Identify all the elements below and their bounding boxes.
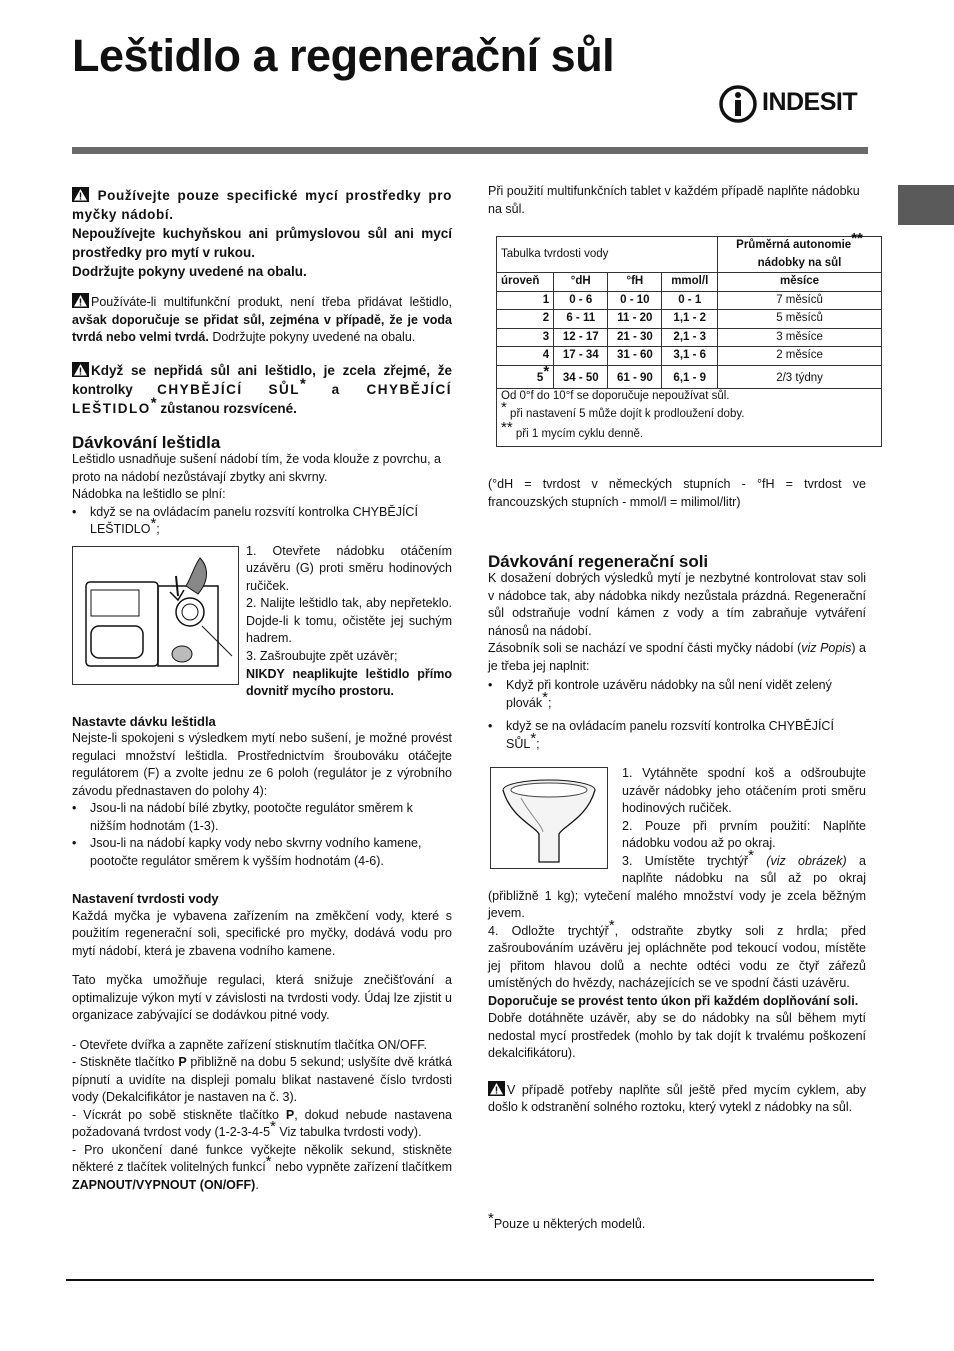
hardness-table-wrap	[496, 230, 866, 447]
asterisk: *	[265, 1152, 272, 1170]
salt-p1: K dosažení dobrých výsledků mytí je nezbytné kontrolovat stav soli v nádobce tak, aby nádobka nikdy nezůstala prázdná. Regenerační sůl odstraňuje vodní kámen z vody a tím zabraňuje vytváření nánosů na nádobí.	[488, 571, 866, 638]
page-title: Leštidlo a regenerační sůl	[72, 30, 615, 81]
hardness-p1: Každá myčka je vybavena zařízením na změkčení vody, které s použitím regenerační soli, specifické pro myčky, dodává vodu pro mytí nádobí, která je zbavena vodního kamene.	[72, 908, 452, 958]
asterisk: *	[150, 514, 157, 532]
rinse-p2: Nádobka na leštidlo se plní:	[72, 487, 226, 501]
table-header-row	[497, 273, 882, 292]
warning-3-end: zůstanou rozsvícené.	[156, 400, 297, 416]
autonomy-line1: Průměrná autonomie	[736, 239, 852, 251]
autonomy-line2: nádobky na sůl	[757, 256, 842, 269]
brand-name: INDESIT	[762, 88, 858, 116]
cell: 6 - 11	[554, 310, 608, 329]
warning-2-text: Používáte-li multifunkční produkt, není třeba přidávat leštidlo,	[91, 295, 452, 309]
salt-bullet-2-text: když se na ovládacím panelu rozsvítí kontrolka CHYBĚJÍCÍ SŮL	[506, 719, 834, 751]
cell: 34 - 50	[554, 365, 608, 388]
cell: 2 měsíce	[718, 347, 882, 366]
step-4-onoff: ZAPNOUT/VYPNOUT (ON/OFF)	[72, 1177, 256, 1192]
table-row	[497, 310, 882, 329]
hardness-step-2	[72, 1054, 452, 1107]
table-note-1: Od 0°f do 10°f se doporučuje nepoužívat sůl.	[501, 389, 730, 402]
salt-funnel-illustration	[490, 767, 608, 869]
salt-step-4	[488, 916, 866, 993]
rinse-step-2: 2. Nalijte leštidlo tak, aby nepřeteklo. Dojde-li k tomu, očistěte jej suchým hadrem.	[246, 596, 452, 646]
cell: 12 - 17	[554, 328, 608, 347]
cell	[497, 365, 554, 388]
step-4-b: nebo vypněte zařízení tlačítkem	[271, 1160, 452, 1174]
rinse-step-3: 3. Zašroubujte zpět uzávěr;	[246, 649, 398, 664]
indesit-logo-icon	[718, 84, 758, 124]
table-note-2	[501, 398, 877, 424]
note-3-text: při 1 mycím cyklu denně.	[515, 427, 644, 440]
salt-bullet-1-text: Když při kontrole uzávěru nádobky na sůl není vidět zelený plovák	[506, 678, 832, 710]
th-fh: °fH	[608, 273, 662, 292]
table-autonomy	[718, 230, 882, 273]
step-3-text: 3. Umístěte trychtýř	[622, 853, 749, 868]
hardness-heading: Nastavení tvrdosti vody	[72, 891, 219, 906]
salt-bullet-1: • Když při kontrole uzávěru nádobky na sůl není vidět zelený plovák*;	[488, 677, 866, 712]
salt-p2-link: viz Popis	[801, 641, 852, 655]
table-notes-cell	[497, 388, 882, 446]
th-months: měsíce	[718, 273, 882, 292]
asterisk: *	[543, 363, 550, 381]
cell: 2,1 - 3	[662, 328, 718, 347]
table-title: Tabulka tvrdosti vody	[497, 237, 718, 273]
footer-rule	[66, 1279, 874, 1281]
asterisk: *	[530, 729, 537, 747]
rinse-aid-dispenser-illustration	[72, 546, 239, 685]
salt-p3: Dobře dotáhněte uzávěr, aby se do nádobky na sůl během mytí nedostal mycí prostředek (mohlo by tak dojít k trvalému poškození dekalcifikátoru).	[488, 1011, 866, 1060]
salt-step-4-bold: Doporučuje se provést tento úkon při každém doplňování soli.	[488, 993, 859, 1008]
rinse-bullet-text: když se na ovládacím panelu rozsvítí kontrolka CHYBĚJÍCÍ LEŠTIDLO	[90, 504, 418, 536]
cell: 1,1 - 2	[662, 310, 718, 329]
step-3-rest: a naplňte nádobku na sůl až po okraj (přibližně 1 kg); vytečení malého množství vody je zcela běžným jevem.	[488, 853, 866, 920]
warning-3-and: a	[305, 381, 367, 397]
section-tab	[898, 185, 954, 225]
salt-steps	[488, 765, 866, 1063]
left-column	[72, 186, 452, 1194]
asterisk: *	[608, 916, 615, 934]
table-row	[497, 328, 882, 347]
cell: 3,1 - 6	[662, 347, 718, 366]
header-rule	[72, 147, 868, 154]
step-3-c: , dokud nebude nastavena požadovaná tvrdost vody (1-2-3-4-5	[72, 1107, 452, 1139]
hardness-p2: Tato myčka umožňuje regulaci, která snižuje znečišťování a optimalizuje výkon mytí v závislosti na tvrdosti vody. Údaj lze zjistit u organizace zabývající se dodávkou pitné vody.	[72, 973, 452, 1022]
rinse-steps	[246, 543, 452, 701]
cell: 17 - 34	[554, 347, 608, 366]
cell: 6,1 - 9	[662, 365, 718, 388]
asterisk: *	[150, 394, 157, 411]
step-4-text: 4. Odložte trychtýř	[488, 923, 609, 938]
asterisk: *	[270, 1117, 276, 1135]
table-row	[497, 365, 882, 388]
asterisk: *	[748, 846, 754, 864]
cell: 0 - 6	[554, 291, 608, 310]
th-level: úroveň	[497, 273, 554, 292]
cell: 61 - 90	[608, 365, 662, 388]
warning-3-rinse: CHYBĚJÍCÍ LEŠTIDLO	[72, 381, 453, 416]
brand-logo	[718, 84, 868, 124]
table-note-3	[501, 418, 877, 444]
warning-icon	[72, 187, 89, 202]
step-3-p: P	[285, 1107, 295, 1122]
dose-bullet-1: • Jsou-li na nádobí bílé zbytky, pootočte regulátor směrem k nižším hodnotám (1-3).	[72, 800, 452, 835]
warning-1	[72, 186, 452, 281]
warning-3-salt: CHYBĚJÍCÍ SŮL	[157, 381, 300, 397]
cell: 0 - 1	[662, 291, 718, 310]
warning-icon	[72, 362, 89, 377]
rinse-heading: Dávkování leštidla	[72, 432, 221, 452]
warning-2-bold: avšak doporučuje se přidat sůl, zejména v případě, že je voda tvrdá nebo velmi tvrdá.	[72, 312, 452, 344]
right-column	[488, 183, 866, 1117]
hardness-step-1: - Otevřete dvířka a zapněte zařízení stisknutím tlačítka ON/OFF.	[72, 1037, 427, 1052]
warning-1-line1: Používejte pouze specifické mycí prostředky pro myčky nádobí.	[72, 188, 452, 222]
salt-bullet-2: • když se na ovládacím panelu rozsvítí kontrolka CHYBĚJÍCÍ SŮL*;	[488, 718, 866, 753]
dose-bullet-2: • Jsou-li na nádobí kapky vody nebo skvrny vodního kamene, pootočte regulátor směrem k vyšším hodnotám (4-6).	[72, 835, 452, 870]
salt-step-2: 2. Pouze při prvním použití: Naplňte nádobku vodou až po okraj.	[622, 818, 866, 850]
table-row	[497, 347, 882, 366]
dose-p1: Nejste-li spokojeni s výsledkem mytí nebo sušení, je možné provést regulaci množství leštidla. Prostřednictvím šroubováku otáčejte regulátorem (F) a zvolte jednu ze 6 poloh (regulátor je z výrobního závodu přednastaven do polohy 4):	[72, 731, 452, 798]
asterisk: *	[542, 688, 548, 706]
asterisk: **	[851, 230, 863, 248]
salt-step-1: 1. Vytáhněte spodní koš a odšroubujte uzávěr nádobky jeho otáčením proti směru hodinových ručiček.	[622, 766, 866, 815]
asterisk: *	[488, 1209, 494, 1227]
asterisk: *	[501, 398, 507, 416]
rinse-bullet	[72, 504, 452, 539]
cell: 7 měsíců	[718, 291, 882, 310]
cell: 3 měsíce	[718, 328, 882, 347]
cell: 3	[497, 328, 554, 347]
units-text: (°dH = tvrdost v německých stupních - °fH = tvrdost ve francouzských stupních - mmol/l = milimol/litr)	[488, 476, 866, 509]
step-4-rest: , odstraňte zbytky soli z hrdla; před zašroubováním uzávěru jej opláchněte pod tekoucí vodou, místěte jej přitom hlavou dolů a nechte odtéci vodu ze čtyř zářezů umístěných do hvězdy, nacházejících se ve spodní části uzávěru.	[488, 923, 866, 990]
warning-3-text: Když se nepřidá sůl ani leštidlo, je zcela zřejmé, že kontrolky	[72, 362, 452, 397]
cell: 11 - 20	[608, 310, 662, 329]
warning-icon	[72, 293, 89, 308]
intro-text: Při použití multifunkčních tablet v každém případě naplňte nádobku na sůl.	[488, 184, 860, 216]
cell: 0 - 10	[608, 291, 662, 310]
salt-warning	[488, 1081, 866, 1117]
step-2-a: - Stiskněte tlačítko	[72, 1055, 179, 1069]
cell: 4	[497, 347, 554, 366]
cell: 21 - 30	[608, 328, 662, 347]
cell: 2	[497, 310, 554, 329]
level-5: 5	[536, 372, 544, 384]
warning-3	[72, 361, 452, 418]
warning-1-line2: Nepoužívejte kuchyňskou ani průmyslovou sůl ani mycí prostředky pro mytí v rukou.	[72, 226, 452, 260]
dose-heading: Nastavte dávku leštidla	[72, 713, 216, 729]
footnote	[488, 1209, 866, 1234]
asterisk: *	[299, 375, 306, 392]
rinse-steps-block	[72, 543, 452, 701]
salt-warning-text: V případě potřeby naplňte sůl ještě před mycím cyklem, aby došlo k odstranění solného roztoku, který vytekl z nádobky na sůl.	[488, 1082, 866, 1114]
step-3-a: - Vícкrát po sobě stiskněte tlačítko	[72, 1107, 286, 1122]
salt-p2	[488, 640, 866, 675]
warning-icon	[488, 1081, 505, 1096]
th-dh: °dH	[554, 273, 608, 292]
cell: 31 - 60	[608, 347, 662, 366]
th-mmol: mmol/l	[662, 273, 718, 292]
rinse-step-1: 1. Otevřete nádobku otáčením uzávěru (G) proti směru hodinových ručiček.	[246, 543, 452, 593]
rinse-p1: Leštidlo usnadňuje sušení nádobí tím, že voda klouže z povrchu, a proto na nádobí nezůstávají zbytky ani skvrny.	[72, 452, 441, 484]
warning-2-end: Dodržujte pokyny uvedené na obalu.	[208, 330, 416, 344]
salt-heading: Dávkování regenerační soli	[488, 551, 709, 571]
table-row	[497, 291, 882, 310]
table-notes	[497, 388, 882, 446]
warning-2	[72, 293, 452, 347]
rinse-step-3-warning: NIKDY neaplikujte leštidlo přímo dovnitř mycího prostoru.	[246, 666, 452, 699]
step-3-d: Viz tabulka tvrdosti vody).	[275, 1125, 422, 1139]
asterisk: **	[501, 418, 513, 436]
salt-p2-a: Zásobník soli se nachází ve spodní části myčky nádobí (	[488, 641, 802, 655]
footnote-text: Pouze u některých modelů.	[493, 1217, 646, 1231]
step-3-see: (viz obrázek)	[753, 853, 847, 868]
cell: 1	[497, 291, 554, 310]
step-2-c: přibližně na dobu 5 sekund; uslyšíte dvě krátká pípnutí a uvidíte na displeji pomalu blikat nastavené číslo tvrdosti vody (Dekalcifikátor je nastaven na č. 3).	[72, 1055, 452, 1104]
step-4-d: .	[255, 1177, 259, 1192]
hardness-step-4	[72, 1142, 452, 1195]
hardness-table	[496, 230, 882, 447]
warning-1-line3: Dodržujte pokyny uvedené na obalu.	[72, 264, 307, 279]
note-2-text: při nastavení 5 může dojít k prodloužení doby.	[510, 407, 745, 420]
hardness-step-3	[72, 1107, 452, 1142]
rinse-bullet-end: ;	[156, 522, 160, 536]
cell: 5 měsíců	[718, 310, 882, 329]
cell: 2/3 týdny	[718, 365, 882, 388]
step-2-p: P	[178, 1055, 187, 1069]
step-4-a: - Pro ukončení dané funkce vyčkejte několik sekund, stiskněte některé z tlačítek volitelných funkcí	[72, 1142, 452, 1174]
salt-p2-c: ) a je třeba jej naplnit:	[488, 641, 866, 673]
